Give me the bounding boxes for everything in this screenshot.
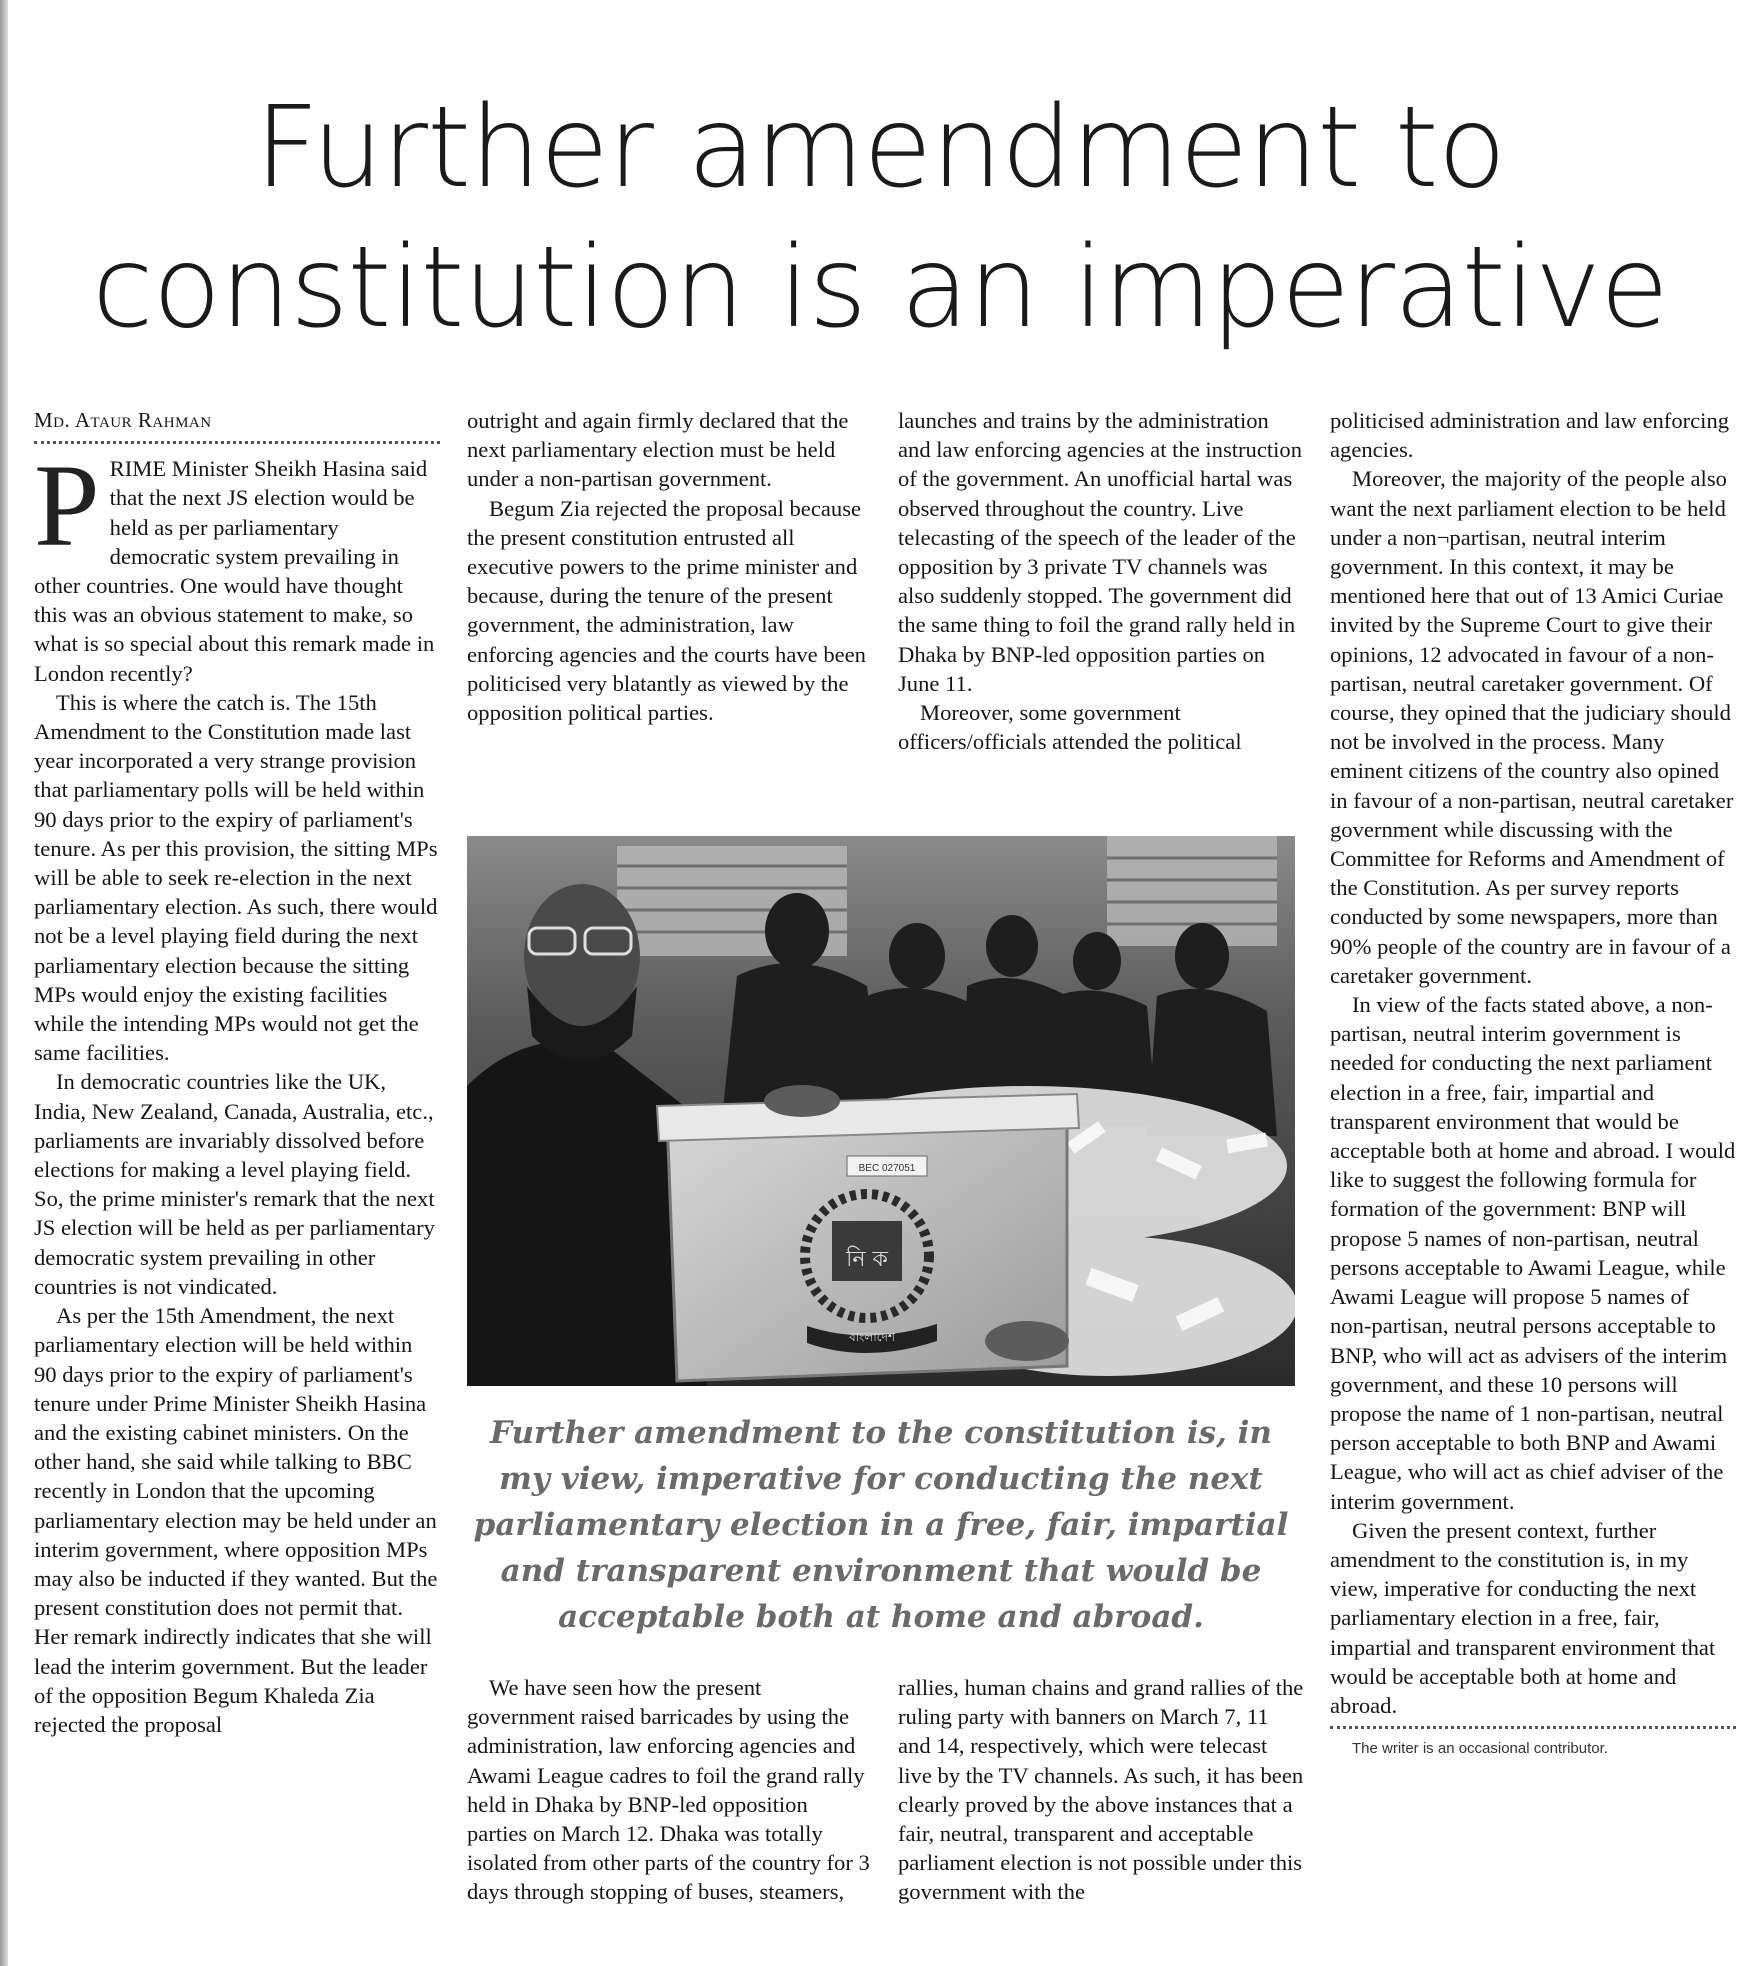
news-photo	[467, 836, 1295, 1386]
col4-paragraph-3: In view of the facts stated above, a non-partisan, neutral interim government is needed for conducting the next parliament election in a free, fair, impartial and transparent environment that would be acceptable both at home and abroad. I would like to suggest the following formula for formation of the government: BNP will propose 5 names of non-partisan, neutral persons acceptable to Awami League, while Awami League will propose 5 names of non-partisan, neutral persons acceptable to BNP, who will act as advisers of the interim government, and these 10 persons will propose the name of 1 non-partisan, neutral person acceptable to both BNP and Awami League, who will act as chief adviser of the interim government.	[1330, 992, 1736, 1514]
col2-top-paragraph-1: outright and again firmly declared that the next parliamentary election must be held under a non-partisan government.	[467, 408, 849, 492]
column-3-top	[898, 406, 1304, 756]
emblem-text: নি ক	[846, 1247, 888, 1272]
col4-paragraph-1: politicised administration and law enforcing agencies.	[1330, 408, 1730, 463]
col3-bottom-paragraph-1: rallies, human chains and grand rallies of the ruling party with banners on March 7, 11 and 14, respectively, which were telecast live by the TV channels. As such, it has been clearly proved by the above instances that a fair, neutral, transparent and acceptable parliament election is not possible under this government with the	[898, 1675, 1304, 1905]
headline	[40, 78, 1720, 358]
column-2-bottom	[467, 1673, 873, 1907]
pull-quote: Further amendment to the constitution is, in my view, imperative for conducting the next parliamentary election in a free, fair, impartial and transparent environment that would be acceptable both at home and abroad.	[473, 1415, 1289, 1635]
ribbon-text: বাংলাদেশ	[849, 1330, 895, 1344]
column-4	[1330, 406, 1736, 1759]
col1-paragraph-1-text: RIME Minister Sheikh Hasina said that the next JS election would be held as per parliamentary democratic system prevailing in other countries. One would have thought this was an obvious statement to make, so what is so special about this remark made in London recently?	[34, 456, 435, 686]
byline: Md. Ataur Rahman	[34, 406, 440, 444]
page-edge	[0, 0, 8, 1966]
drop-cap: P	[34, 440, 100, 572]
headline-line-2: constitution is an imperative	[92, 223, 1668, 353]
col3-top-paragraph-2: Moreover, some government officers/officials attended the political	[898, 700, 1242, 755]
writer-note-divider	[1330, 1726, 1736, 1759]
col2-top-paragraph-2: Begum Zia rejected the proposal because the present constitution entrusted all executive powers to the prime minister and because, during the tenure of the present government, the administration, law enforcing agencies and the courts have been politicised very blatantly as viewed by the opposition political parties.	[467, 495, 866, 726]
col1-paragraph-2: This is where the catch is. The 15th Amendment to the Constitution made last year incorporated a very strange provision that parliamentary polls will be held within 90 days prior to the expiry of parliament's tenure. As per this provision, the sitting MPs will be able to seek re-election in the next parliamentary election. As such, there would not be a level playing field during the next parliamentary election because the sitting MPs would enjoy the existing facilities while the intending MPs would not get the same facilities.	[34, 689, 438, 1066]
col4-paragraph-2: Moreover, the majority of the people also want the next parliament election to be held under a non¬partisan, neutral interim government. In this context, it may be mentioned here that out of 13 Amici Curiae invited by the Supreme Court to give their opinions, 12 advocated in favour of a non-partisan, neutral caretaker government. Of course, they opined that the judiciary should not be involved in the process. Many eminent citizens of the country also opined in favour of a non-partisan, neutral caretaker government while discussing with the Committee for Reforms and Amendment of the Constitution. As per survey reports conducted by some newspapers, more than 90% people of the country are in favour of a caretaker government.	[1330, 466, 1734, 988]
col1-paragraph-3: In democratic countries like the UK, India, New Zealand, Canada, Australia, etc., parliaments are invariably dissolved before elections for making a level playing field. So, the prime minister's remark that the next JS election will be held as per parliamentary democratic system prevailing in other countries is not vindicated.	[34, 1069, 435, 1299]
box-label: BEC 027051	[858, 1163, 916, 1174]
writer-note: The writer is an occasional contributor.	[1352, 1740, 1608, 1758]
col1-paragraph-1	[34, 440, 440, 688]
column-2-top	[467, 406, 873, 727]
photo-illustration	[467, 836, 1295, 1386]
column-1	[34, 406, 440, 1739]
col3-top-paragraph-1: launches and trains by the administration and law enforcing agencies at the instruction of the government. An unofficial hartal was observed throughout the country. Live telecasting of the speech of the leader of the opposition by 3 private TV channels was also suddenly stopped. The government did the same thing to foil the grand rally held in Dhaka by BNP-led opposition parties on June 11.	[898, 408, 1303, 696]
column-3-bottom	[898, 1673, 1304, 1907]
headline-line-1: Further amendment to	[254, 83, 1506, 213]
col2-bottom-paragraph-1: We have seen how the present government raised barricades by using the administration, law enforcing agencies and Awami League cadres to foil the grand rally held in Dhaka by BNP-led opposition parties on March 12. Dhaka was totally isolated from other parts of the country for 3 days through stopping of buses, steamers,	[467, 1675, 870, 1905]
col1-paragraph-4: As per the 15th Amendment, the next parliamentary election will be held within 90 days prior to the expiry of parliament's tenure under Prime Minister Sheikh Hasina and the existing cabinet ministers. On the other hand, she said while talking to BBC recently in London that the upcoming parliamentary election may be held under an interim government, where opposition MPs may also be inducted if they wanted. But the present constitution does not permit that. Her remark indirectly indicates that she will lead the interim government. But the leader of the opposition Begum Khaleda Zia rejected the proposal	[34, 1303, 438, 1737]
col4-paragraph-4: Given the present context, further amendment to the constitution is, in my view, imperative for conducting the next parliamentary election in a free, fair, impartial and transparent environment that would be acceptable both at home and abroad.	[1330, 1517, 1716, 1718]
